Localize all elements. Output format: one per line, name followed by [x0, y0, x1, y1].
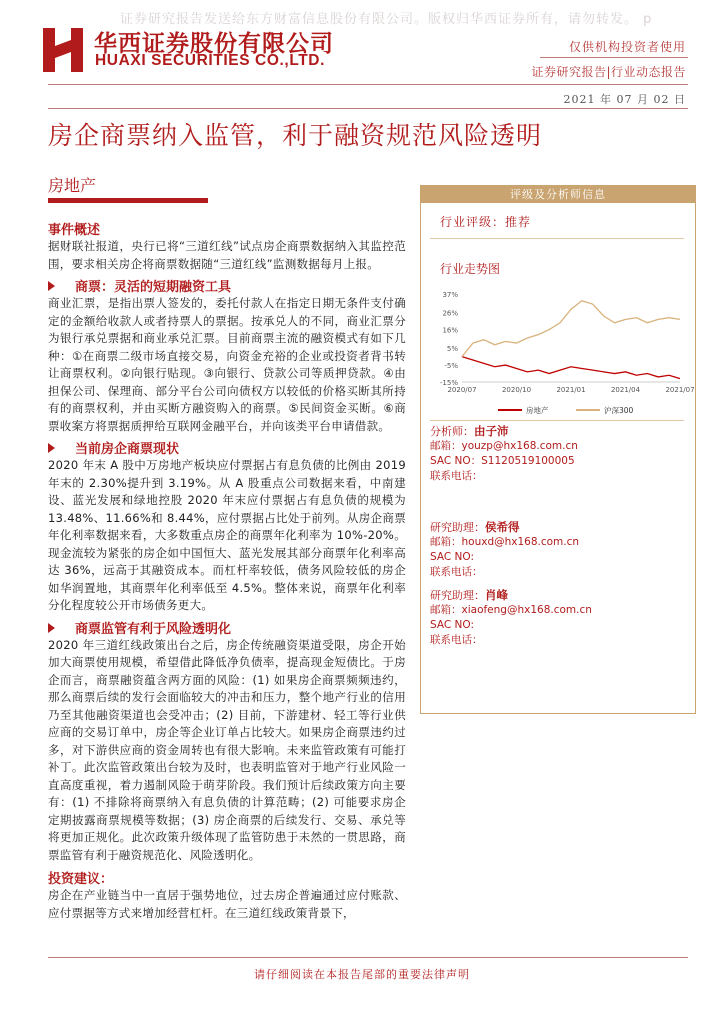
main-column [48, 219, 406, 922]
analyst-name: 由子沛 [474, 424, 509, 438]
analyst-role: 研究助理： [430, 589, 485, 602]
analyst-email[interactable]: 邮箱：xiaofeng@hx168.com.cn [430, 604, 592, 616]
audience-note: 仅供机构投资者使用 [568, 40, 686, 54]
triangle-bullet-icon [48, 623, 55, 633]
report-title: 房企商票纳入监管，利于融资规范风险透明 [48, 121, 543, 150]
analyst-sac: SAC NO：S1120519100005 [430, 455, 575, 467]
series-line-2 [462, 301, 680, 357]
sub2-text: 2020 年末 A 股中万房地产板块应付票据占有息负债的比例由 2019 年末的 2.30%提升到 3.19%。从 A 股重点公司数据来看，中南建设、蓝光发展和绿地控股 2020 年末应付票据占有息负债的规模为 13.48%、11.66%和 8.44%，应付票据占比处于前列。从房企商票年化利率数据来看，大多数重点房企的商票年化利率为 10%-20%。现金流较为紧张的房企如中国恒大、蓝光发展其部分商票年化利率高达 36%，远高于其融资成本。而杠杆率较低，债务风险较低的房企如华润置地，其商票年化利率低至 4.5%。整体来说，商票年化利率分化程度较公开市场债务更大。 [48, 458, 406, 612]
invest-heading: 投资建议： [48, 872, 114, 887]
report-type: 证券研究报告|行业动态报告 [531, 65, 686, 79]
watermark: 证券研究报告发送给东方财富信息股份有限公司。版权归华西证券所有，请勿转发。 p [120, 12, 653, 27]
sub3-text: 2020 年三道红线政策出台之后，房企传统融资渠道受限，房企开始加大商票使用规模，希望借此降低净负债率，提高现金短债比。于房企而言，商票融资蕴含两方面的风险：(1) 如果房企商票频频违约，那么商票后续的发行会面临较大的冲击和压力，整个地产行业的信用乃至其他融资渠道也会受冲击；(2) 目前，下游建材、轻工等行业供应商的交易订单中，房企等企业订单占比较大。如果房企商票违约过多，对下游供应商的资金周转也有很大影响。未来监管政策有可能打补丁。此次监管政策出台较为及时，也表明监管对于地产行业风险一直高度重视，着力遏制风险于萌芽阶段。我们预计后续政策方向主要有：(1) 不排除将商票纳入有息负债的计算范畴；(2) 可能要求房企定期披露商票规模等数据；(3) 房企商票的后续发行、交易、承兑等将更加正规化。此次政策升级体现了监管防患于未然的一贯思路，商票监管有利于融资规范化、风险透明化。 [48, 637, 406, 862]
x-tick-label: 2021/01 [556, 386, 586, 394]
analyst-3 [430, 588, 690, 648]
x-tick-label: 2020/07 [447, 386, 477, 394]
date-rule [48, 108, 688, 109]
sub3-heading: 商票监管有利于风险透明化 [75, 621, 232, 637]
analyst-email[interactable]: 邮箱：youzp@hx168.com.cn [430, 440, 578, 452]
analyst-phone: 联系电话： [430, 634, 483, 646]
y-tick-label: 5% [446, 345, 458, 354]
analyst-phone: 联系电话： [430, 470, 483, 482]
sub2-heading-row [48, 438, 406, 457]
analyst-name: 肖峰 [485, 588, 508, 602]
sector-label: 房地产 [48, 176, 97, 195]
analyst-phone: 联系电话： [430, 566, 483, 578]
company-name-en: HUAXI SECURITIES CO.,LTD. [95, 52, 326, 69]
sector-underline [48, 198, 208, 203]
y-tick-label: 16% [442, 326, 458, 335]
trend-label: 行业走势图 [440, 262, 501, 276]
huaxi-logo-icon [43, 28, 83, 72]
y-tick-label: 26% [442, 309, 458, 318]
triangle-bullet-icon [48, 281, 55, 291]
trend-chart [428, 286, 695, 422]
event-heading: 事件概述 [48, 223, 101, 238]
y-tick-label: -5% [444, 362, 458, 371]
analyst-1 [430, 424, 690, 484]
analyst-sac: SAC NO: [430, 551, 474, 563]
analyst-2 [430, 520, 690, 580]
header-divider [540, 57, 688, 58]
analyst-role: 研究助理： [430, 521, 485, 534]
analyst-role: 分析师： [430, 425, 474, 438]
series-line-1 [462, 357, 680, 379]
industry-rating: 行业评级：推荐 [440, 215, 532, 229]
analyst-email[interactable]: 邮箱：houxd@hx168.com.cn [430, 536, 580, 548]
report-date: 2021 年 07 月 02 日 [563, 93, 686, 106]
sub1-heading-row [48, 276, 406, 295]
x-tick-label: 2021/04 [610, 386, 641, 394]
x-tick-label: 2020/10 [501, 386, 532, 394]
header-rule [48, 84, 688, 85]
sub3-heading-row [48, 618, 406, 637]
rating-box-heading: 评级及分析师信息 [421, 186, 695, 203]
legend-label: 沪深300 [604, 406, 634, 415]
footer-rule [48, 957, 688, 958]
event-text: 据财联社报道，央行已将“三道红线”试点房企商票数据纳入其监控范围，要求相关房企将商票数据随“三道红线”监测数据每月上报。 [48, 239, 406, 271]
legal-notice[interactable]: 请仔细阅读在本报告尾部的重要法律声明 [254, 968, 470, 981]
sub1-heading: 商票：灵活的短期融资工具 [75, 280, 232, 295]
y-tick-label: -15% [439, 379, 458, 387]
triangle-bullet-icon [48, 443, 55, 453]
y-tick-label: 37% [442, 291, 458, 299]
sub1-text: 商业汇票，是指出票人签发的，委托付款人在指定日期无条件支付确定的金额给收款人或者持票人的票据。按承兑人的不同，商业汇票分为银行承兑票据和商业承兑汇票。目前商票主流的融资模式有如下几种：①在商票二级市场直接交易，向资金充裕的企业或投资者背书转让商票权利。②向银行贴现。③向银行、贷款公司等质押贷款。④由担保公司、保理商、部分平台公司向债权方以较低的价格买断其所持有的商票权利，并由买断方融资购入的商票。⑤民间资金买断。⑥商票收案方将票据质押给互联网金融平台，并向该类平台申请借款。 [48, 296, 406, 433]
legend-label: 房地产 [526, 406, 549, 415]
x-tick-label: 2021/07 [665, 386, 695, 394]
invest-text: 房企在产业链当中一直居于强势地位，过去房企普遍通过应付账款、应付票据等方式来增加经营杠杆。在三道红线政策背景下， [48, 888, 406, 920]
analyst-sac: SAC NO: [430, 619, 474, 631]
chart-divider [430, 420, 684, 421]
rating-divider [430, 238, 684, 239]
analyst-name: 侯希得 [485, 520, 520, 534]
sub2-heading: 当前房企商票现状 [75, 442, 180, 457]
company-name-cn: 华西证券股份有限公司 [94, 31, 334, 57]
